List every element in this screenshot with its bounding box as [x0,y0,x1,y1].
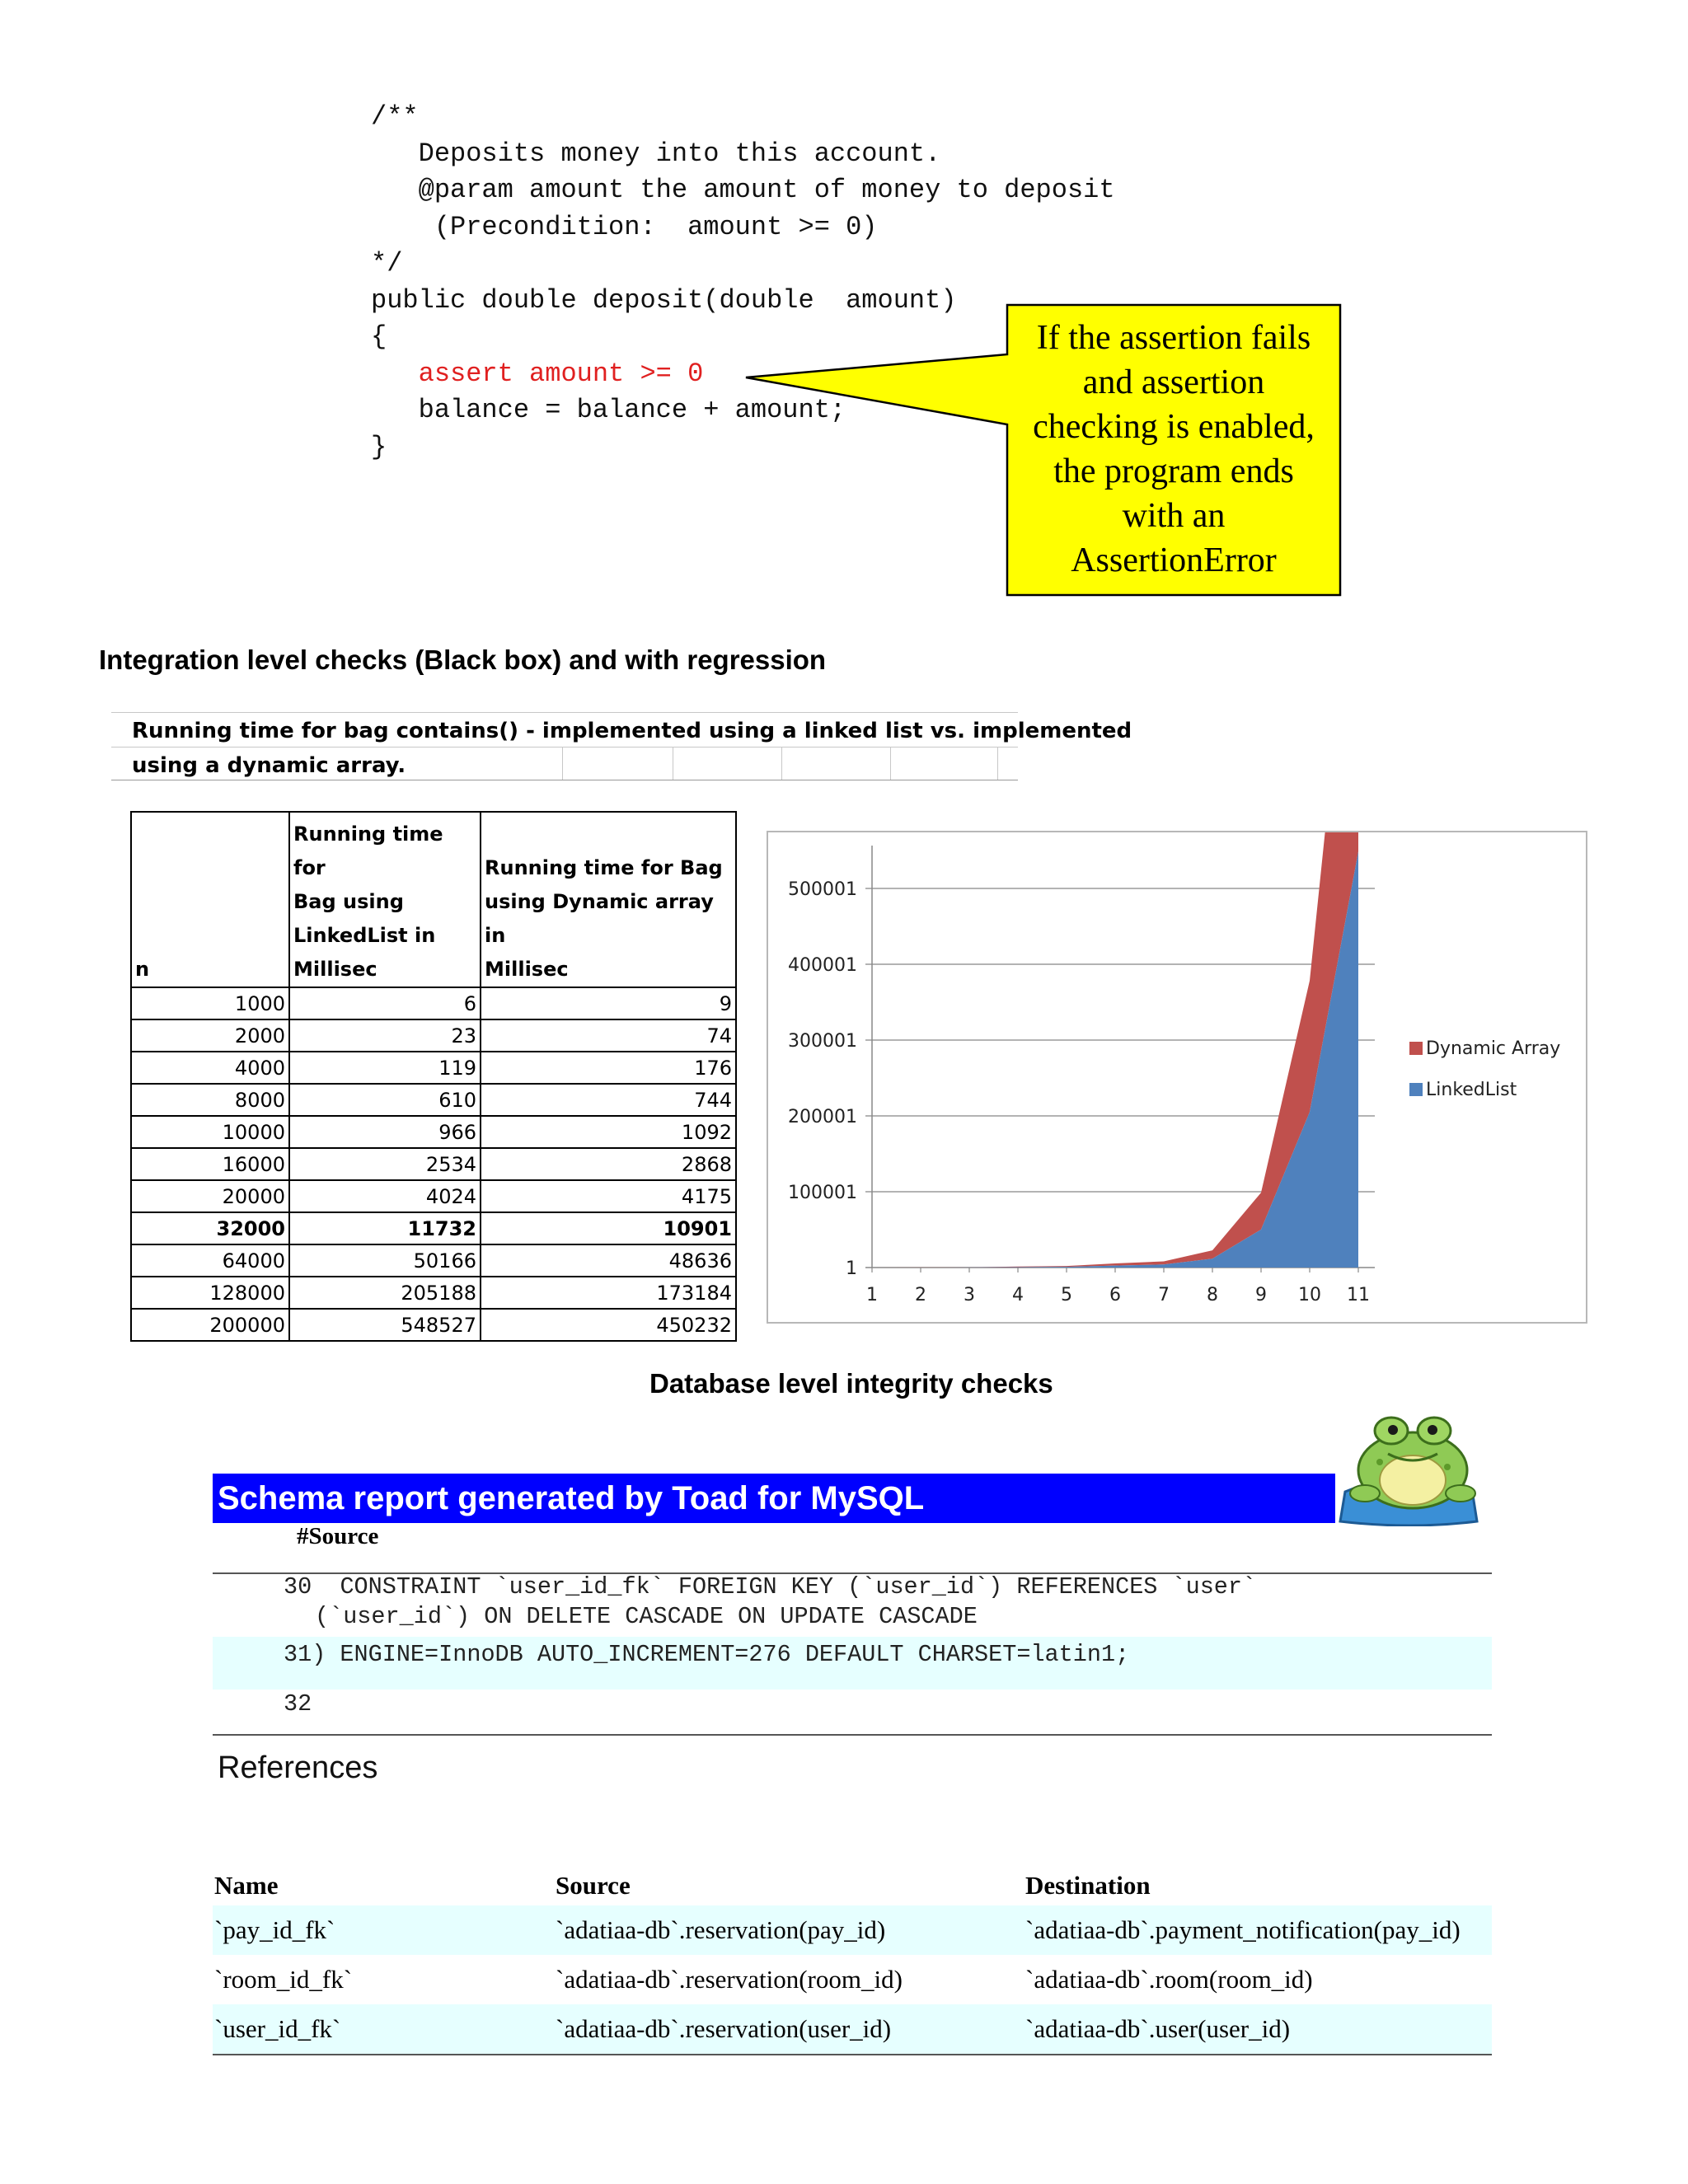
ref-source: `adatiaa-db`.reservation(pay_id) [554,1905,1024,1955]
table-row [131,1116,736,1148]
header-name: Name [214,1871,279,1900]
cell-n: 4000 [131,1052,289,1084]
ref-name: `pay_id_fk` [213,1905,554,1955]
header-line: Running time for Bag [485,856,723,879]
callout-line: and assertion [1082,363,1265,401]
cell-dynamic: 48636 [481,1244,736,1277]
cell-linked: 610 [289,1084,481,1116]
table-header-row [131,812,736,987]
cell-dynamic: 4175 [481,1180,736,1212]
gridline [111,747,1018,748]
ref-name: `user_id_fk` [213,2004,554,2055]
header-linked [289,812,481,987]
cell-n: 20000 [131,1180,289,1212]
code-line: @param amount the amount of money to deposit [371,175,1115,205]
code-line: Deposits money into this account. [371,138,941,169]
cell-linked: 23 [289,1019,481,1052]
header-line: using Dynamic array in [485,890,714,947]
callout-line: AssertionError [1071,541,1277,579]
cell-dynamic: 2868 [481,1148,736,1180]
cell-n: 16000 [131,1148,289,1180]
table-row [131,1052,736,1084]
assert-statement: assert amount >= 0 [418,358,704,389]
cell-n: 2000 [131,1019,289,1052]
running-time-chart [767,831,1587,1324]
cell-n: 200000 [131,1309,289,1341]
table-row [213,1905,1492,1955]
gridline [562,747,563,780]
table-row [213,2004,1492,2055]
gridline [890,747,891,780]
source-text: ENGINE=InnoDB AUTO_INCREMENT=276 DEFAULT CHARSET=latin1; [340,1641,1130,1668]
toad-logo-icon [1330,1401,1495,1526]
table-row [131,1148,736,1180]
cell-n: 1000 [131,987,289,1019]
cell-dynamic: 450232 [481,1309,736,1341]
y-tick-label: 200001 [788,1107,857,1127]
sheet-title [132,714,1132,783]
cell-linked: 205188 [289,1277,481,1309]
gridline [111,712,1018,713]
y-tick-label: 500001 [788,879,857,900]
source-label: #Source [297,1523,379,1549]
balance-statement: balance = balance + amount; [418,395,846,425]
ref-destination: `adatiaa-db`.payment_notification(pay_id) [1024,1905,1492,1955]
code-closing-brace: } [371,431,387,462]
legend-label: LinkedList [1426,1080,1517,1100]
x-tick-label: 1 [866,1285,878,1305]
header-line: Millisec [293,958,377,981]
x-tick-label: 5 [1061,1285,1072,1305]
code-line: (Precondition: amount >= 0) [371,211,878,242]
cell-dynamic: 10901 [481,1212,736,1244]
assertion-callout [1007,305,1340,593]
table-row [131,987,736,1019]
table-row [131,1244,736,1277]
cell-linked: 4024 [289,1180,481,1212]
references-heading: References [218,1750,378,1785]
cell-linked: 50166 [289,1244,481,1277]
ref-destination: `adatiaa-db`.user(user_id) [1024,2004,1492,2055]
cell-linked: 119 [289,1052,481,1084]
x-tick-label: 11 [1347,1285,1370,1305]
x-tick-label: 6 [1109,1285,1121,1305]
cell-linked: 11732 [289,1212,481,1244]
y-tick-label: 400001 [788,955,857,976]
table-row [131,1019,736,1052]
gridline [997,747,998,780]
ref-destination: `adatiaa-db`.room(room_id) [1025,1965,1313,1994]
y-tick-label: 300001 [788,1031,857,1052]
code-line: { [371,321,387,352]
table-row [131,1309,736,1341]
callout-line: with an [1122,497,1226,535]
cell-dynamic: 176 [481,1052,736,1084]
sheet-title-line: using a dynamic array. [132,753,406,778]
cell-dynamic: 744 [481,1084,736,1116]
table-row [131,1084,736,1116]
cell-n: 8000 [131,1084,289,1116]
running-time-table [130,811,737,1342]
database-heading: Database level integrity checks [649,1368,1053,1399]
cell-linked: 548527 [289,1309,481,1341]
callout-line: If the assertion fails [1036,319,1311,357]
header-line: Running time for [293,823,443,879]
cell-linked: 966 [289,1116,481,1148]
x-tick-label: 8 [1207,1285,1218,1305]
callout-line: the program ends [1053,452,1294,490]
ref-source: `adatiaa-db`.reservation(room_id) [556,1965,903,1994]
x-tick-label: 10 [1298,1285,1321,1305]
chart-canvas [768,832,1586,1322]
series-linkedlist-area [872,851,1358,1268]
ref-source: `adatiaa-db`.reservation(user_id) [554,2004,1024,2055]
references-header-row [213,1866,1492,1905]
code-line: public double deposit(double amount) [371,284,957,316]
line-number: 30 [284,1573,312,1601]
schema-report-title: Schema report generated by Toad for MySQL [213,1474,1335,1523]
legend-swatch [1409,1042,1423,1055]
gridline [781,747,782,780]
cell-linked: 6 [289,987,481,1019]
references-table [213,1866,1492,2055]
cell-dynamic: 173184 [481,1277,736,1309]
cell-linked: 2534 [289,1148,481,1180]
table-row [213,1955,1492,2004]
cell-n: 32000 [131,1212,289,1244]
source-line-30-continued: (`user_id`) ON DELETE CASCADE ON UPDATE CASCADE [315,1603,978,1630]
x-tick-label: 2 [915,1285,926,1305]
header-source: Source [556,1871,631,1900]
x-tick-label: 3 [964,1285,975,1305]
ref-name: `room_id_fk` [214,1965,353,1994]
table-row [131,1212,736,1244]
y-tick-label: 100001 [788,1183,857,1203]
header-dynamic [481,812,736,987]
integration-heading: Integration level checks (Black box) and with regression [99,644,827,675]
header-line: Millisec [485,958,569,981]
x-tick-label: 9 [1255,1285,1267,1305]
legend-swatch [1409,1083,1423,1096]
cell-n: 128000 [131,1277,289,1309]
table-row [131,1277,736,1309]
code-line: */ [371,248,403,279]
code-line: /** [371,101,419,132]
line-number: 31) [284,1641,326,1668]
legend-label: Dynamic Array [1426,1038,1561,1059]
x-tick-label: 4 [1012,1285,1024,1305]
y-tick-label: 1 [846,1258,857,1279]
header-line: LinkedList in [293,924,436,947]
source-line-32: 32 [284,1690,312,1718]
cell-dynamic: 1092 [481,1116,736,1148]
source-line-31 [284,1638,1129,1671]
x-tick-label: 7 [1158,1285,1170,1305]
header-n: n [131,812,289,987]
header-line: Bag using [293,890,404,913]
cell-n: 10000 [131,1116,289,1148]
source-text: CONSTRAINT `user_id_fk` FOREIGN KEY (`user_id`) REFERENCES `user` [340,1573,1257,1601]
source-line-30 [284,1572,1256,1602]
header-destination: Destination [1025,1871,1151,1900]
cell-dynamic: 74 [481,1019,736,1052]
table-row [131,1180,736,1212]
cell-dynamic: 9 [481,987,736,1019]
callout-line: checking is enabled, [1033,408,1315,446]
cell-n: 64000 [131,1244,289,1277]
sheet-title-line: Running time for bag contains() - implemented using a linked list vs. implemented [132,719,1132,743]
divider [213,1734,1492,1736]
